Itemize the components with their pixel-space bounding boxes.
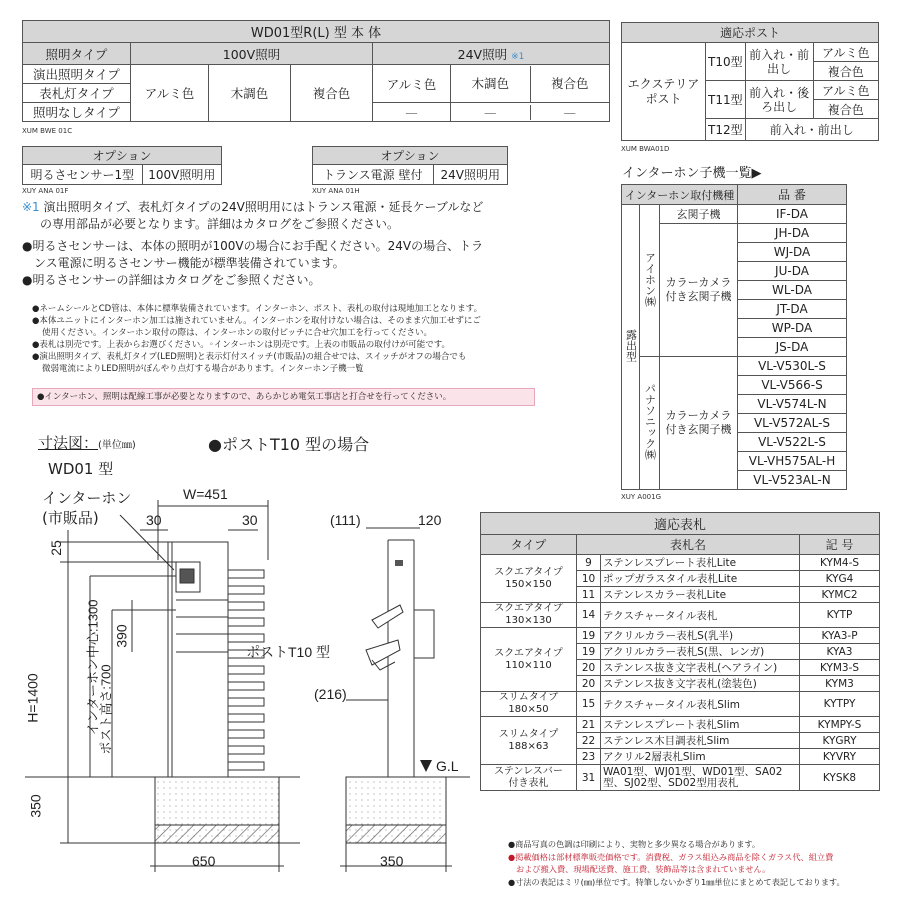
small-note: ●ネームシールとCD管は、本体に標準装備されています。インターホン、ポスト、表札の取付は現地加工となります。	[32, 304, 483, 314]
nameplate-name: ポップガラスタイル表札Lite	[601, 571, 800, 587]
nameplate-code: KYA3	[800, 644, 880, 660]
post-t10-label: ポストT10 型	[246, 644, 331, 660]
camera-unit-label: カラーカメラ付き玄関子機	[660, 224, 738, 357]
camera-unit-label: カラーカメラ付き玄関子機	[660, 357, 738, 490]
dim-350: 350	[27, 794, 44, 818]
option1-code: XUY ANA 01F	[22, 187, 69, 195]
type-cell: 表札灯タイプ	[23, 84, 131, 103]
nameplate-code: KYA3-P	[800, 628, 880, 644]
option1-header: オプション	[23, 147, 222, 165]
dim-350-side: 350	[380, 853, 404, 869]
intercom-item: VL-VH575AL-H	[738, 452, 847, 471]
nameplate-code: KYGRY	[800, 733, 880, 749]
nameplate-num: 20	[577, 676, 601, 692]
small-note: ●本体ユニットにインターホン加工は施されていません。インターホンを取付けない場合は、そのまま穴加工せずにご	[32, 316, 481, 326]
nameplate-name: アクリルカラー表札S(乳半)	[601, 628, 800, 644]
nameplate-name: WA01型、WJ01型、WD01型、SA02型、SJ02型、SD02型用表札	[601, 765, 800, 791]
small-note: 使用ください。インターホン取付の際は、インターホンの取付ピッチに合せ穴加工を行ってください。	[42, 328, 432, 338]
v24-header: 24V照明 ※1	[373, 43, 610, 65]
color-cell: 木調色 複合色	[451, 65, 610, 103]
post-dir: 前入れ・後ろ出し	[745, 81, 813, 119]
intercom-col1: インターホン取付機種	[622, 185, 738, 205]
intercom-col2: 品 番	[738, 185, 847, 205]
v100-header: 100V照明	[131, 43, 373, 65]
note3: ●明るさセンサーの詳細はカタログをご参照ください。	[22, 273, 321, 287]
intercom-label-2: (市販品)	[42, 509, 99, 527]
dim-390: 390	[113, 624, 130, 648]
nameplate-code: KYM3	[800, 676, 880, 692]
dim-width: W=451	[183, 486, 228, 502]
dim-30-left: 30	[146, 512, 162, 528]
post-color: アルミ色	[813, 43, 878, 62]
post-model: T11型	[706, 81, 746, 119]
option2-spec: 24V照明用	[433, 165, 507, 185]
nameplate-num: 19	[577, 628, 601, 644]
type-cell: 演出照明タイプ	[23, 65, 131, 84]
nameplate-type-size: 188×63	[508, 740, 549, 752]
nameplate-name: ステンレス抜き文字表札(塗装色)	[601, 676, 800, 692]
gl-label: G.L	[436, 758, 459, 774]
main-table-title: WD01型R(L) 型 本 体	[23, 21, 610, 43]
nameplate-type-name: スリムタイプ	[498, 728, 559, 740]
option1-spec: 100V照明用	[142, 165, 221, 185]
bottom-note: ●商品写真の色調は印刷により、実物と多少異なる場合があります。	[508, 839, 761, 849]
nameplate-type-name: スクエアタイプ	[494, 647, 563, 659]
intercom-item: VL-V572AL-S	[738, 414, 847, 433]
type-cell: 照明なしタイプ	[23, 103, 131, 122]
nameplate-type-name: ステンレスバー	[494, 765, 563, 777]
nameplate-name: ステンレスプレート表札Slim	[601, 717, 800, 733]
nameplate-code: KYVRY	[800, 749, 880, 765]
small-note: 微弱電流によりLED照明がぼんやり点灯する場合があります。インターホン子機一覧	[42, 364, 364, 374]
option1-item: 明るさセンサー1型	[23, 165, 143, 185]
note1-line2: の専用部品が必要となります。詳細はカタログをご参照ください。	[40, 217, 400, 231]
nameplate-code: KYSK8	[800, 765, 880, 791]
nameplate-name: テクスチャータイル表札Slim	[601, 692, 800, 717]
nameplate-type-size: 180×50	[508, 704, 549, 715]
dash-cell: — —	[451, 103, 610, 122]
post-color: 複合色	[813, 62, 878, 81]
post-dir: 前入れ・前出し	[745, 119, 878, 141]
dim-650: 650	[192, 853, 216, 869]
option2-header: オプション	[313, 147, 508, 165]
nameplate-h-name: 表札名	[577, 535, 800, 555]
dim-111: (111)	[330, 512, 361, 528]
nameplate-num: 15	[577, 692, 601, 717]
intercom-item: JU-DA	[738, 262, 847, 281]
nameplate-type-size: 150×150	[505, 578, 552, 590]
intercom-item: VL-V523AL-N	[738, 471, 847, 490]
bottom-note: ●掲載価格は部材標準販売価格です。消費税、ガラス組込み商品を除くガラス代、組立費	[508, 851, 834, 862]
nameplate-h-code: 記 号	[800, 535, 880, 555]
nameplate-title: 適応表札	[481, 513, 880, 535]
intercom-item: JS-DA	[738, 338, 847, 357]
nameplate-num: 23	[577, 749, 601, 765]
diagram-case: ●ポストT10 型の場合	[208, 435, 370, 454]
post-code: XUM BWA01D	[621, 145, 670, 153]
dim-height: H=1400	[24, 673, 41, 723]
lighting-type-header: 照明タイプ	[23, 43, 131, 65]
nameplate-type-name: スクエアタイプ	[494, 603, 563, 614]
small-note: ●演出照明タイプ、表札灯タイプ(LED照明)と表示灯付スイッチ(市販品)の組合せでは、スイッチがオフの場合でも	[32, 352, 467, 362]
post-color: アルミ色	[813, 81, 878, 100]
color-cell: アルミ色	[373, 65, 451, 103]
nameplate-num: 14	[577, 603, 601, 628]
nameplate-name: ステンレスプレート表札Lite	[601, 555, 800, 571]
nameplate-name: アクリル2層表札Slim	[601, 749, 800, 765]
note1-line1: ※1 演出照明タイプ、表札灯タイプの24V照明用にはトランス電源・延長ケーブルなど	[22, 200, 484, 214]
pink-warning: ●インターホン、照明は配線工事が必要となりますので、あらかじめ電気工事店と打合せを行ってください。	[32, 388, 535, 406]
intercom-item: IF-DA	[738, 205, 847, 224]
dim-216: (216)	[314, 686, 347, 702]
dim-25: 25	[47, 540, 64, 556]
intercom-item: JH-DA	[738, 224, 847, 243]
nameplate-type-size: 付き表札	[508, 777, 549, 789]
nameplate-name: ステンレス木目調表札Slim	[601, 733, 800, 749]
nameplate-num: 9	[577, 555, 601, 571]
nameplate-h-type: タイプ	[481, 535, 577, 555]
nameplate-type-name: スクエアタイプ	[494, 566, 563, 578]
post-title: 適応ポスト	[622, 23, 879, 43]
nameplate-code: KYM4-S	[800, 555, 880, 571]
intercom-item: WP-DA	[738, 319, 847, 338]
nameplate-num: 19	[577, 644, 601, 660]
dash-cell: —	[373, 103, 451, 122]
panasonic-label: パナソニック㈱	[643, 383, 657, 460]
color-cell: 木調色	[209, 65, 291, 122]
intercom-item: JT-DA	[738, 300, 847, 319]
nameplate-code: KYM3-S	[800, 660, 880, 676]
diagram-title: 寸法図：(単位㎜)	[38, 434, 136, 452]
dim-post-height: ポスト高さ:700	[98, 664, 114, 755]
nameplate-num: 22	[577, 733, 601, 749]
post-category: エクステリアポスト	[622, 43, 706, 141]
bottom-note: および搬入費、現場配送費、施工費、装飾品等は含まれていません。	[516, 864, 771, 875]
nameplate-code: KYG4	[800, 571, 880, 587]
intercom-title: インターホン子機一覧▶	[622, 166, 762, 181]
nameplate-code: KYTPY	[800, 692, 880, 717]
nameplate-num: 20	[577, 660, 601, 676]
intercom-label: インターホン	[42, 489, 132, 507]
nameplate-type-size: 130×130	[505, 615, 552, 626]
nameplate-code: KYTP	[800, 603, 880, 628]
nameplate-type-size: 110×110	[505, 659, 552, 671]
nameplate-code: KYMPY-S	[800, 717, 880, 733]
post-dir: 前入れ・前出し	[745, 43, 813, 81]
intercom-item: WJ-DA	[738, 243, 847, 262]
note2-line1: ●明るさセンサーは、本体の照明が100Vの場合にお手配ください。24Vの場合、トラ	[22, 239, 484, 253]
intercom-item: VL-V566-S	[738, 376, 847, 395]
nameplate-name: テクスチャータイル表札	[601, 603, 800, 628]
post-model: T12型	[706, 119, 746, 141]
nameplate-type-name: スリムタイプ	[498, 692, 559, 703]
nameplate-num: 21	[577, 717, 601, 733]
intercom-item: WL-DA	[738, 281, 847, 300]
color-cell: アルミ色	[131, 65, 209, 122]
option2-item: トランス電源 壁付	[313, 165, 434, 185]
intercom-code: XUY A001G	[621, 493, 661, 501]
nameplate-name: ステンレス抜き文字表札(ヘアライン)	[601, 660, 800, 676]
front-unit-label: 玄関子機	[660, 205, 738, 224]
option2-code: XUY ANA 01H	[312, 187, 360, 195]
nameplate-name: ステンレスカラー表札Lite	[601, 587, 800, 603]
dim-intercom-center: インターホン中心:1300	[85, 599, 101, 736]
nameplate-code: KYMC2	[800, 587, 880, 603]
aiphone-label: アイホン㈱	[643, 251, 657, 307]
diagram-model: WD01 型	[48, 460, 114, 478]
post-model: T10型	[706, 43, 746, 81]
post-color: 複合色	[813, 100, 878, 119]
intercom-item: VL-V522L-S	[738, 433, 847, 452]
exposed-label: 露出型	[624, 329, 638, 362]
main-table-code: XUM BWE 01C	[22, 127, 73, 135]
intercom-item: VL-V574L-N	[738, 395, 847, 414]
dim-120: 120	[418, 512, 442, 528]
nameplate-num: 11	[577, 587, 601, 603]
intercom-item: VL-V530L-S	[738, 357, 847, 376]
dim-30-right: 30	[242, 512, 258, 528]
nameplate-num: 31	[577, 765, 601, 791]
bottom-note: ●寸法の表記はミリ(㎜)単位です。特筆しないかぎり1㎜単位にまとめて表記しております。	[508, 876, 845, 887]
color-cell: 複合色	[291, 65, 373, 122]
small-note: ●表札は別売です。上表からお選びください。◦インターホンは別売です。上表の市販品の取付けが可能です。	[32, 340, 451, 350]
nameplate-name: アクリルカラー表札S(黒、レンガ)	[601, 644, 800, 660]
nameplate-num: 10	[577, 571, 601, 587]
note2-line2: ンス電源に明るさセンサー機能が標準装備されています。	[34, 256, 345, 270]
